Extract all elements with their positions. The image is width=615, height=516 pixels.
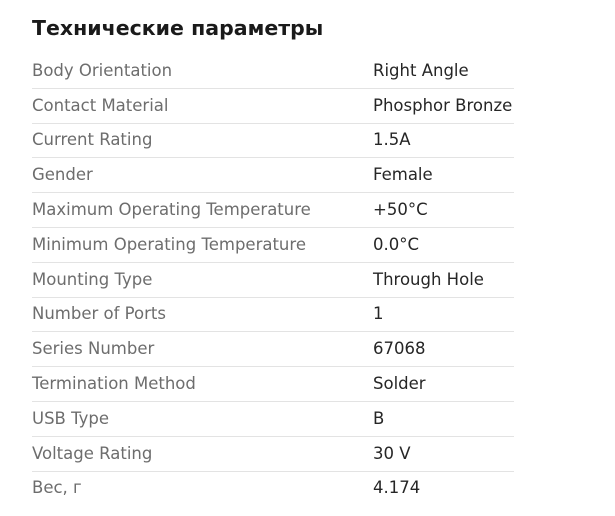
spec-value: Phosphor Bronze: [373, 88, 514, 123]
spec-name: Gender: [32, 158, 373, 193]
spec-name: Вес, г: [32, 478, 82, 498]
section-title: Технические параметры: [32, 16, 324, 40]
spec-value: 4.174: [373, 478, 421, 498]
spec-name: Mounting Type: [32, 262, 373, 297]
spec-name: Current Rating: [32, 123, 373, 158]
spec-value: +50°C: [373, 193, 514, 228]
spec-row-usb-type: [32, 401, 514, 436]
spec-row-voltage-rating: [32, 436, 514, 471]
spec-value: 67068: [373, 332, 514, 367]
spec-value: 0.0°C: [373, 227, 514, 262]
spec-name: Series Number: [32, 332, 373, 367]
spec-name: Number of Ports: [32, 297, 373, 332]
spec-row-weight: [32, 471, 514, 505]
spec-name: Voltage Rating: [32, 436, 373, 471]
spec-name: Minimum Operating Temperature: [32, 227, 373, 262]
spec-row-series-number: [32, 332, 514, 367]
specifications-section: [32, 0, 516, 505]
spec-row-max-operating-temperature: [32, 193, 514, 228]
spec-value: Female: [373, 158, 514, 193]
spec-row-current-rating: [32, 123, 514, 158]
spec-row-number-of-ports: [32, 297, 514, 332]
spec-value: 1: [373, 297, 514, 332]
spec-row-termination-method: [32, 367, 514, 402]
spec-name: Maximum Operating Temperature: [32, 193, 373, 228]
spec-row-contact-material: [32, 88, 514, 123]
spec-row-mounting-type: [32, 262, 514, 297]
spec-row-gender: [32, 158, 514, 193]
spec-value: Solder: [373, 367, 514, 402]
spec-value: 1.5A: [373, 123, 514, 158]
spec-name: Termination Method: [32, 367, 373, 402]
spec-name: USB Type: [32, 401, 373, 436]
spec-row-min-operating-temperature: [32, 227, 514, 262]
spec-name: Body Orientation: [32, 54, 373, 88]
spec-value: Through Hole: [373, 262, 514, 297]
spec-value: 30 V: [373, 436, 514, 471]
spec-name: Contact Material: [32, 88, 373, 123]
spec-row-body-orientation: [32, 54, 514, 88]
specifications-table: [32, 54, 514, 505]
spec-value: Right Angle: [373, 54, 514, 88]
spec-value: B: [373, 401, 514, 436]
